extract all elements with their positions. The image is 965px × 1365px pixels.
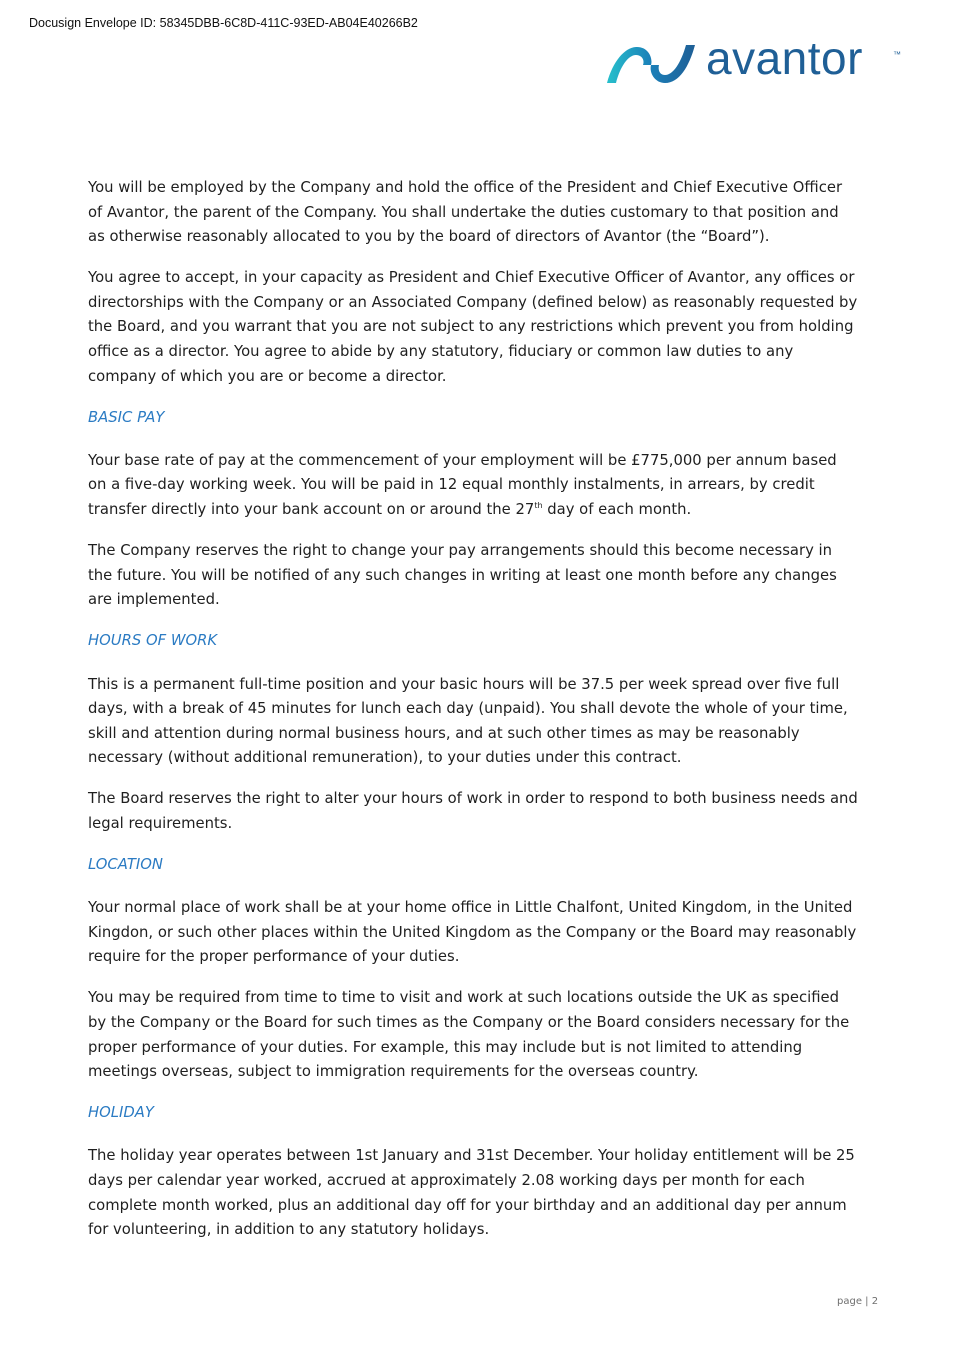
trademark-symbol: ™ <box>893 50 901 59</box>
basic-pay-paragraph-2: The Company reserves the right to change your pay arrangements should this become necessary in the future. You will be notified of any such changes in writing at least one month before any changes are implemented. <box>88 542 837 609</box>
intro-paragraph-2: You agree to accept, in your capacity as President and Chief Executive Officer of Avantor, any offices or directorships with the Company or an Associated Company (defined below) as reasonably requested by the Board, and you warrant that you are not subject to any restrictions which prevent you from holding office as a director. You agree to abide by any statutory, fiduciary or common law duties to any company of which you are or become a director. <box>88 269 858 385</box>
basic-pay-text-after: day of each month. <box>542 501 692 519</box>
page-number: page | 2 <box>837 1296 879 1307</box>
basic-pay-text-before: Your base rate of pay at the commencement of your employment will be £775,000 per annum based on a five-day working week. You will be paid in 12 equal monthly instalments, in arrears, by credit transfer directly into your bank account on or around the 27 <box>88 451 837 519</box>
ordinal-suffix: th <box>534 501 543 511</box>
hours-paragraph-2: The Board reserves the right to alter your hours of work in order to respond to both business needs and legal requirements. <box>88 790 858 832</box>
hours-of-work-heading: HOURS OF WORK <box>88 632 218 650</box>
hours-paragraph-1: This is a permanent full-time position and your basic hours will be 37.5 per week spread over five full days, with a break of 45 minutes for lunch each day (unpaid). You shall devote the whole of your time, skill and attention during normal business hours, and at such other times as may be reasonably necessary (without additional remuneration), to your duties under this contract. <box>88 675 848 767</box>
basic-pay-paragraph-1 <box>88 449 858 523</box>
holiday-paragraph-1: The holiday year operates between 1st January and 31st December. Your holiday entitlement will be 25 days per calendar year worked, accrued at approximately 2.08 working days per month for each complete month worked, plus an additional day off for your birthday and an additional day per annum for volunteering, in addition to any statutory holidays. <box>88 1147 855 1239</box>
holiday-heading: HOLIDAY <box>88 1104 154 1122</box>
avantor-logo <box>603 32 908 90</box>
location-heading: LOCATION <box>88 856 163 874</box>
envelope-id: Docusign Envelope ID: 58345DBB-6C8D-411C-93ED-AB04E40266B2 <box>29 16 418 30</box>
location-paragraph-1: Your normal place of work shall be at your home office in Little Chalfont, United Kingdom, in the United Kingdon, or such other places within the United Kingdom as the Company or the Board may reasonably require for the proper performance of your duties. <box>88 899 857 966</box>
document-body <box>88 176 858 1259</box>
location-paragraph-2: You may be required from time to time to visit and work at such locations outside the UK as specified by the Company or the Board for such times as the Company or the Board considers necessary for the proper performance of your duties. For example, this may include but is not limited to attending meetings overseas, subject to immigration requirements for the overseas country. <box>88 989 850 1081</box>
basic-pay-heading: BASIC PAY <box>88 408 165 426</box>
avantor-mark-icon <box>603 43 699 85</box>
logo-wordmark: avantor <box>706 32 863 84</box>
intro-paragraph-1: You will be employed by the Company and hold the office of the President and Chief Executive Officer of Avantor, the parent of the Company. You shall undertake the duties customary to that position and as otherwise reasonably allocated to you by the board of directors of Avantor (the “Board”). <box>88 179 843 246</box>
